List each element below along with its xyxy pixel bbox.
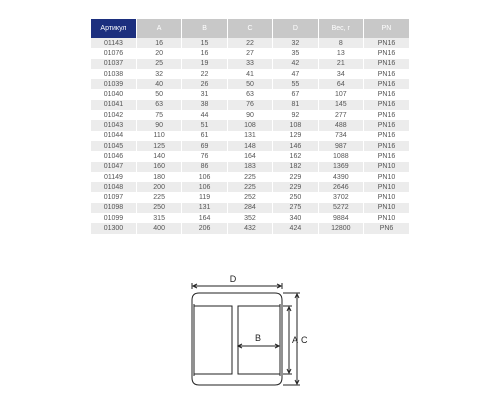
cell-article: 01098 bbox=[91, 203, 136, 213]
cell-weight: 2646 bbox=[318, 182, 363, 192]
header-weight: Вес, г bbox=[318, 19, 363, 38]
cell-c: 284 bbox=[227, 203, 272, 213]
cell-c: 33 bbox=[227, 59, 272, 69]
cell-b: 69 bbox=[182, 141, 227, 151]
dimension-label-c: C bbox=[301, 335, 308, 345]
header-d: D bbox=[273, 19, 318, 38]
cell-b: 86 bbox=[182, 162, 227, 172]
cell-pn: PN16 bbox=[364, 151, 409, 161]
cell-a: 140 bbox=[136, 151, 181, 161]
cell-a: 90 bbox=[136, 120, 181, 130]
cell-pn: PN10 bbox=[364, 182, 409, 192]
cell-d: 229 bbox=[273, 182, 318, 192]
cell-article: 01099 bbox=[91, 213, 136, 223]
header-c: C bbox=[227, 19, 272, 38]
cell-d: 129 bbox=[273, 131, 318, 141]
cell-article: 01037 bbox=[91, 59, 136, 69]
cell-b: 131 bbox=[182, 203, 227, 213]
cell-pn: PN16 bbox=[364, 48, 409, 58]
cell-a: 180 bbox=[136, 172, 181, 182]
cell-article: 01038 bbox=[91, 69, 136, 79]
cell-d: 67 bbox=[273, 89, 318, 99]
cell-d: 340 bbox=[273, 213, 318, 223]
cell-article: 01041 bbox=[91, 100, 136, 110]
cell-b: 44 bbox=[182, 110, 227, 120]
cell-pn: PN16 bbox=[364, 79, 409, 89]
cell-article: 01076 bbox=[91, 48, 136, 58]
cell-weight: 12800 bbox=[318, 223, 363, 233]
cell-article: 01047 bbox=[91, 162, 136, 172]
dimension-label-b: B bbox=[254, 333, 262, 343]
cell-a: 16 bbox=[136, 38, 181, 48]
cell-b: 106 bbox=[182, 172, 227, 182]
cell-article: 01143 bbox=[91, 38, 136, 48]
cell-article: 01043 bbox=[91, 120, 136, 130]
cell-pn: PN16 bbox=[364, 131, 409, 141]
cell-a: 400 bbox=[136, 223, 181, 233]
cell-a: 200 bbox=[136, 182, 181, 192]
cell-b: 26 bbox=[182, 79, 227, 89]
cell-pn: PN16 bbox=[364, 59, 409, 69]
cell-pn: PN10 bbox=[364, 192, 409, 202]
cell-article: 01040 bbox=[91, 89, 136, 99]
cell-weight: 3702 bbox=[318, 192, 363, 202]
cell-b: 76 bbox=[182, 151, 227, 161]
cell-b: 106 bbox=[182, 182, 227, 192]
cell-weight: 987 bbox=[318, 141, 363, 151]
cell-pn: PN10 bbox=[364, 172, 409, 182]
cell-c: 50 bbox=[227, 79, 272, 89]
cell-d: 108 bbox=[273, 120, 318, 130]
cell-a: 25 bbox=[136, 59, 181, 69]
cell-article: 01039 bbox=[91, 79, 136, 89]
cell-d: 32 bbox=[273, 38, 318, 48]
cell-weight: 1369 bbox=[318, 162, 363, 172]
cell-a: 225 bbox=[136, 192, 181, 202]
cell-a: 50 bbox=[136, 89, 181, 99]
cell-pn: PN10 bbox=[364, 203, 409, 213]
cell-d: 42 bbox=[273, 59, 318, 69]
cell-a: 32 bbox=[136, 69, 181, 79]
dimension-label-d: D bbox=[229, 274, 237, 284]
cell-b: 38 bbox=[182, 100, 227, 110]
cell-d: 47 bbox=[273, 69, 318, 79]
cell-b: 164 bbox=[182, 213, 227, 223]
cell-d: 35 bbox=[273, 48, 318, 58]
cell-weight: 277 bbox=[318, 110, 363, 120]
cell-c: 225 bbox=[227, 182, 272, 192]
cell-weight: 13 bbox=[318, 48, 363, 58]
cell-weight: 145 bbox=[318, 100, 363, 110]
header-article: Артикул bbox=[91, 19, 136, 38]
cell-weight: 488 bbox=[318, 120, 363, 130]
cell-pn: PN16 bbox=[364, 141, 409, 151]
cell-c: 22 bbox=[227, 38, 272, 48]
cell-a: 40 bbox=[136, 79, 181, 89]
header-pn: PN bbox=[364, 19, 409, 38]
cell-c: 252 bbox=[227, 192, 272, 202]
cell-d: 92 bbox=[273, 110, 318, 120]
cell-d: 229 bbox=[273, 172, 318, 182]
cell-d: 275 bbox=[273, 203, 318, 213]
cell-pn: PN16 bbox=[364, 69, 409, 79]
cell-b: 31 bbox=[182, 89, 227, 99]
cell-b: 15 bbox=[182, 38, 227, 48]
cell-d: 182 bbox=[273, 162, 318, 172]
cell-weight: 107 bbox=[318, 89, 363, 99]
cell-b: 61 bbox=[182, 131, 227, 141]
cell-c: 90 bbox=[227, 110, 272, 120]
cell-weight: 8 bbox=[318, 38, 363, 48]
cell-article: 01149 bbox=[91, 172, 136, 182]
cell-article: 01097 bbox=[91, 192, 136, 202]
cell-a: 110 bbox=[136, 131, 181, 141]
cell-weight: 9884 bbox=[318, 213, 363, 223]
cell-b: 206 bbox=[182, 223, 227, 233]
header-a: A bbox=[136, 19, 181, 38]
cell-pn: PN16 bbox=[364, 110, 409, 120]
cell-c: 148 bbox=[227, 141, 272, 151]
cell-pn: PN16 bbox=[364, 100, 409, 110]
cell-c: 164 bbox=[227, 151, 272, 161]
cell-article: 01046 bbox=[91, 151, 136, 161]
cell-pn: PN10 bbox=[364, 213, 409, 223]
cell-d: 250 bbox=[273, 192, 318, 202]
cell-a: 315 bbox=[136, 213, 181, 223]
cell-c: 27 bbox=[227, 48, 272, 58]
cell-b: 16 bbox=[182, 48, 227, 58]
cell-b: 19 bbox=[182, 59, 227, 69]
cell-d: 146 bbox=[273, 141, 318, 151]
cell-article: 01044 bbox=[91, 131, 136, 141]
cell-weight: 1088 bbox=[318, 151, 363, 161]
cell-weight: 734 bbox=[318, 131, 363, 141]
cell-weight: 34 bbox=[318, 69, 363, 79]
cell-c: 63 bbox=[227, 89, 272, 99]
cell-a: 20 bbox=[136, 48, 181, 58]
cell-d: 424 bbox=[273, 223, 318, 233]
cell-a: 63 bbox=[136, 100, 181, 110]
cell-c: 183 bbox=[227, 162, 272, 172]
cell-a: 250 bbox=[136, 203, 181, 213]
cell-c: 352 bbox=[227, 213, 272, 223]
cell-pn: PN16 bbox=[364, 120, 409, 130]
cell-pn: PN6 bbox=[364, 223, 409, 233]
cell-weight: 4390 bbox=[318, 172, 363, 182]
cell-article: 01042 bbox=[91, 110, 136, 120]
cell-a: 160 bbox=[136, 162, 181, 172]
cell-d: 162 bbox=[273, 151, 318, 161]
dimension-label-a: A bbox=[292, 335, 299, 345]
cell-pn: PN16 bbox=[364, 38, 409, 48]
cell-c: 432 bbox=[227, 223, 272, 233]
cell-c: 131 bbox=[227, 131, 272, 141]
cell-pn: PN10 bbox=[364, 162, 409, 172]
cell-b: 22 bbox=[182, 69, 227, 79]
cell-c: 225 bbox=[227, 172, 272, 182]
cell-weight: 21 bbox=[318, 59, 363, 69]
cell-b: 51 bbox=[182, 120, 227, 130]
cell-d: 81 bbox=[273, 100, 318, 110]
cell-pn: PN16 bbox=[364, 89, 409, 99]
cell-article: 01045 bbox=[91, 141, 136, 151]
cell-b: 119 bbox=[182, 192, 227, 202]
cell-article: 01300 bbox=[91, 223, 136, 233]
cell-a: 125 bbox=[136, 141, 181, 151]
cell-a: 75 bbox=[136, 110, 181, 120]
cell-weight: 5272 bbox=[318, 203, 363, 213]
header-b: B bbox=[182, 19, 227, 38]
cell-c: 108 bbox=[227, 120, 272, 130]
cell-d: 55 bbox=[273, 79, 318, 89]
cell-weight: 64 bbox=[318, 79, 363, 89]
cell-article: 01048 bbox=[91, 182, 136, 192]
cell-c: 76 bbox=[227, 100, 272, 110]
cell-c: 41 bbox=[227, 69, 272, 79]
